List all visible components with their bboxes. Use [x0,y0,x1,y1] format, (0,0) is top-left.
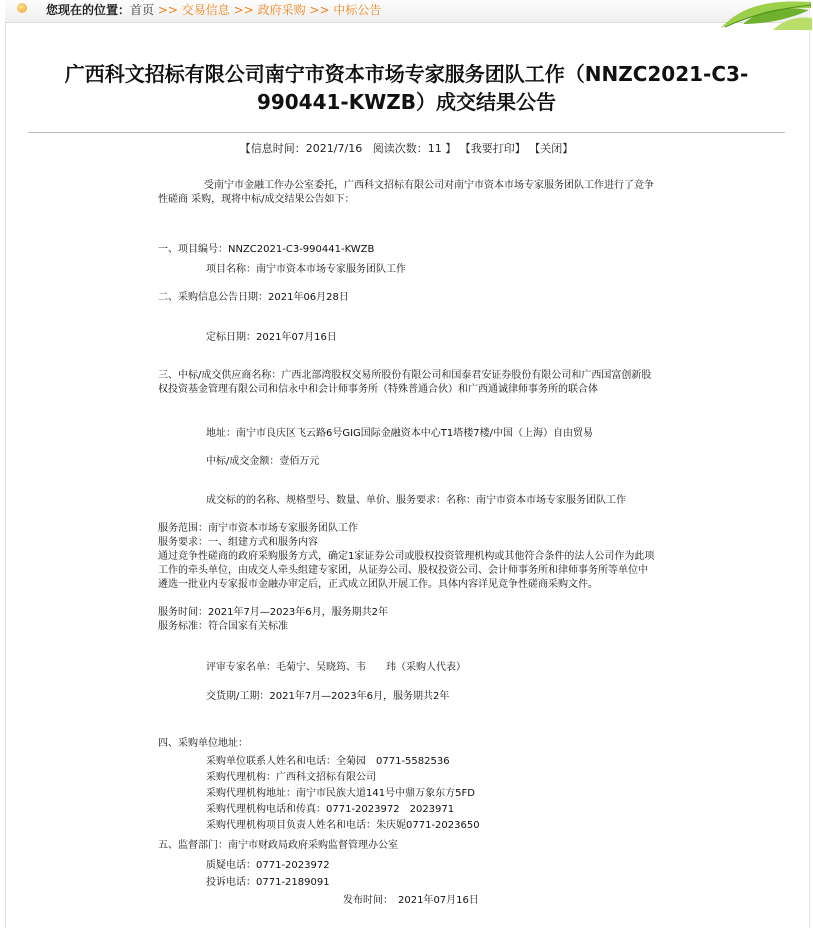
page-title: 广西科文招标有限公司南宁市资本市场专家服务团队工作（NNZC2021-C3-990441-KWZB）成交结果公告 [64,62,749,114]
service-scope: 服务范围：南宁市资本市场专家服务团队工作 [158,523,358,534]
info-time-value: 2021/7/16 [305,142,363,155]
agency-name: 采购代理机构：广西科文招标有限公司 [206,772,376,783]
publish-time: 发布时间： 2021年07月16日 [343,895,479,906]
service-requirement: 服务要求：一、组建方式和服务内容 [158,537,318,548]
close-link[interactable]: 【关闭】 [529,142,574,155]
breadcrumb-link-award-notice[interactable]: 中标公告 [333,3,382,17]
breadcrumb-separator: >> [233,3,254,17]
breadcrumb-separator: >> [309,3,330,17]
info-bracket-close: 】 [445,142,457,155]
breadcrumb-link-gov-procurement[interactable]: 政府采购 [257,3,306,17]
breadcrumb-separator: >> [157,3,178,17]
award-date: 定标日期：2021年07月16日 [206,332,337,343]
bullet-icon [17,3,27,13]
expert-list: 评审专家名单：毛菊宁、吴晓筠、韦 玮（采购人代表） [206,662,466,673]
title-divider [28,132,785,133]
print-link[interactable]: 【我要打印】 [459,142,526,155]
award-amount: 中标/成交金额：壹佰万元 [206,456,320,467]
service-standard: 服务标准：符合国家有关标准 [158,621,288,632]
breadcrumb-label: 您现在的位置： [46,3,131,17]
service-detail: 成交标的的名称、规格型号、数量、单价、服务要求：名称：南宁市资本市场专家服务团队工作 [206,495,626,506]
service-time: 服务时间：2021年7月—2023年6月，服务期共2年 [158,607,388,618]
info-views-label: 阅读次数： [372,142,428,155]
project-name: 项目名称：南宁市资本市场专家服务团队工作 [206,264,406,275]
breadcrumb-home-link[interactable]: 首页 [130,3,155,17]
agency-project-manager: 采购代理机构项目负责人姓名和电话：朱庆妮0771-2023650 [206,820,480,831]
service-requirement-text: 通过竞争性磋商的政府采购服务方式，确定1家证券公司或股权投资管理机构或其他符合条件的法人公司作为此项工作的牵头单位，由成交人牵头组建专家团，从证券公司、股权投资公司、会计师事务所和律师事务所等单位中遴选一批业内专家报市金融办审定后，正式成立团队开展工作。具体内容详见竞争性磋商采购文件。 [158,551,655,590]
info-bracket-open: 【 [239,142,251,155]
delivery-period: 交货期/工期：2021年7月—2023年6月，服务期共2年 [206,691,450,702]
breadcrumb [46,3,381,18]
complaint-phone: 投诉电话：0771-2189091 [206,877,330,888]
breadcrumb-link-trade-info[interactable]: 交易信息 [181,3,230,17]
supervision-department: 五、监督部门：南宁市财政局政府采购监督管理办公室 [158,840,398,851]
info-time-label: 信息时间： [250,142,306,155]
announcement-date: 二、采购信息公告日期：2021年06月28日 [158,292,349,303]
supplier-address: 地址：南宁市良庆区飞云路6号GIG国际金融资本中心T1塔楼7楼/中国（上海）自由贸易 [206,428,594,439]
info-views-value: 11 [427,142,442,155]
leaf-decoration-icon [713,0,813,34]
breadcrumb-bar [5,0,808,23]
agency-phone-fax: 采购代理机构电话和传真：0771-2023972 2023971 [206,804,455,815]
query-phone: 质疑电话：0771-2023972 [206,860,330,871]
purchaser-contact: 采购单位联系人姓名和电话：全菊园 0771-5582536 [206,756,450,767]
info-bar [0,142,813,156]
intro-paragraph: 受南宁市金融工作办公室委托，广西科文招标有限公司对南宁市资本市场专家服务团队工作进行了竞争性磋商 采购，现将中标/成交结果公告如下： [158,180,654,205]
purchaser-address-heading: 四、采购单位地址： [158,738,248,749]
supplier-name: 三、中标/成交供应商名称：广西北部湾股权交易所股份有限公司和国泰君安证券股份有限公司和广西国富创新股权投资基金管理有限公司和信永中和会计师事务所（特殊普通合伙）和广西通诚律师事务所的联合体 [158,370,652,395]
project-number: 一、项目编号：NNZC2021-C3-990441-KWZB [158,244,375,255]
agency-address: 采购代理机构地址：南宁市民族大道141号中鼎万象东方5FD [206,788,475,799]
